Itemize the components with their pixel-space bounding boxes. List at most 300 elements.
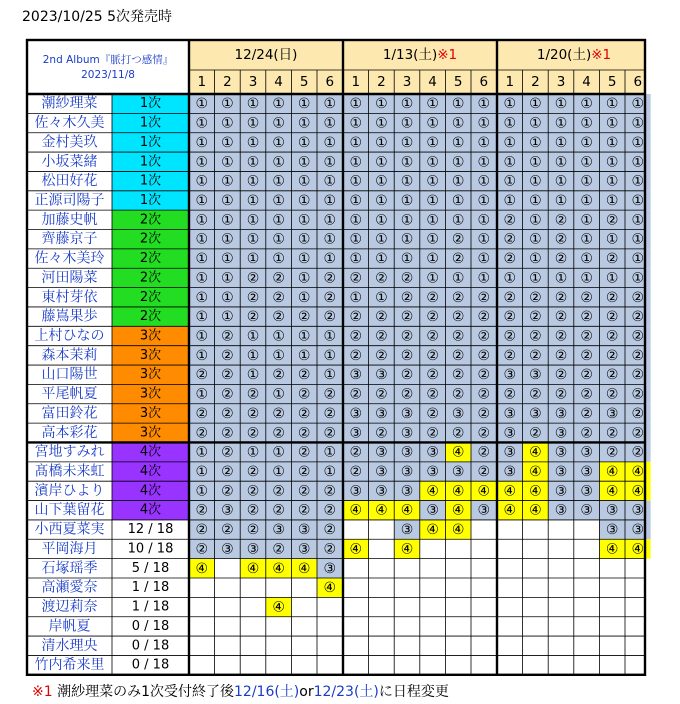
album-title: 2nd Album『脈打つ感情』 [42,54,174,66]
slot-mark: ③ [631,522,645,539]
slot-mark: ① [426,134,439,151]
slot-mark: ② [631,386,645,403]
slot-mark: ② [272,425,285,442]
slot-mark: ② [580,425,593,442]
count-label: 1 / 18 [131,580,170,596]
slot-mark: ③ [349,425,363,442]
slot-mark: ① [297,212,311,229]
slot-mark: ③ [503,367,517,384]
slot-mark: ② [554,328,568,345]
part-number: 4 [428,74,437,90]
slot-mark: ② [477,347,491,364]
slot-mark: ③ [375,367,388,384]
slot-mark: ① [195,251,209,268]
slot-mark: ② [451,425,465,442]
slot-mark: ② [349,464,363,481]
part-number: 5 [453,74,463,90]
slot-mark: ② [554,212,568,229]
member-name: 佐々木美玲 [34,250,105,267]
slot-mark: ② [605,386,619,403]
slot-mark: ④ [451,502,465,519]
slot-mark: ② [246,289,260,306]
slot-mark: ③ [297,522,311,539]
slot-mark: ① [554,115,568,132]
album-release-date: 2023/11/8 [81,69,135,81]
slot-mark: ① [631,154,645,171]
slot-mark: ② [477,444,491,461]
slot-mark: ① [580,134,593,151]
slot-mark: ② [323,309,337,326]
slot-mark: ④ [426,483,439,500]
slot-mark: ① [323,367,337,384]
slot-mark: ② [529,309,542,326]
member-name: 山下葉留花 [34,502,105,519]
slot-mark: ② [580,309,593,326]
slot-mark: ② [272,483,285,500]
part-number: 3 [402,74,412,90]
slot-mark: ① [477,115,491,132]
slot-mark: ④ [529,444,542,461]
slot-mark: ② [195,367,209,384]
slot-mark: ③ [451,405,465,422]
slot-mark: ② [529,425,542,442]
footnote-date-1: 12/16(土) [234,684,300,700]
slot-mark: ② [477,386,491,403]
slot-mark: ③ [477,502,491,519]
slot-mark: ④ [529,483,542,500]
slot-mark: ② [605,444,619,461]
slot-mark: ① [221,231,234,248]
slot-mark: ① [631,134,645,151]
slot-mark: ② [426,289,439,306]
slot-mark: ① [529,192,542,209]
slot-mark: ② [605,251,619,268]
slot-mark: ① [400,96,414,113]
slot-mark: ① [426,96,439,113]
slot-mark: ① [246,154,260,171]
slot-mark: ② [272,405,285,422]
slot-mark: ① [221,212,234,229]
slot-mark: ① [195,134,209,151]
slot-mark: ④ [477,483,491,500]
member-name: 松田好花 [41,173,98,190]
slot-mark: ④ [605,541,619,558]
slot-mark: ① [272,328,285,345]
part-number: 1 [351,74,361,90]
slot-mark: ① [221,289,234,306]
slot-mark: ② [400,328,414,345]
slot-mark: ① [426,115,439,132]
slot-mark: ③ [451,464,465,481]
slot-mark: ① [272,251,285,268]
slot-mark: ② [554,231,568,248]
slot-mark: ② [426,347,439,364]
slot-mark: ② [477,328,491,345]
count-label: 10 / 18 [127,541,174,557]
slot-mark: ② [451,328,465,345]
slot-mark: ① [323,347,337,364]
slot-mark: ③ [554,425,568,442]
slot-mark: ① [246,173,260,190]
slot-mark: ② [221,522,234,539]
slot-mark: ② [503,212,517,229]
part-number: 5 [607,74,617,90]
slot-mark: ① [221,173,234,190]
slot-mark: ② [375,309,388,326]
slot-mark: ② [503,386,517,403]
slot-mark: ③ [554,464,568,481]
member-name: 岸帆夏 [48,618,91,635]
tier-label: 2次 [139,270,162,286]
slot-mark: ③ [400,483,414,500]
slot-mark: ③ [221,502,234,519]
slot-mark: ① [503,134,517,151]
slot-mark: ③ [323,560,337,577]
slot-mark: ② [297,367,311,384]
slot-mark: ① [631,231,645,248]
slot-mark: ② [426,367,439,384]
footnote [32,681,449,701]
slot-mark: ① [554,154,568,171]
slot-mark: ② [554,347,568,364]
slot-mark: ③ [503,444,517,461]
slot-mark: ① [477,231,491,248]
slot-mark: ② [221,444,234,461]
slot-mark: ② [246,483,260,500]
count-label: 1 / 18 [131,599,170,615]
slot-mark: ① [221,270,234,287]
tier-label: 3次 [139,347,162,363]
member-name: 森本茉莉 [41,347,98,364]
slot-mark: ② [349,444,363,461]
member-name: 平岡海月 [41,540,98,557]
slot-mark: ③ [375,444,388,461]
date-note-mark: ※1 [437,47,458,63]
date-label [537,46,611,63]
member-name: 高本彩花 [41,424,98,441]
slot-mark: ① [272,96,285,113]
slot-mark: ② [272,289,285,306]
slot-mark: ① [477,96,491,113]
slot-mark: ③ [580,444,593,461]
slot-mark: ① [195,231,209,248]
slot-mark: ① [375,115,388,132]
slot-mark: ② [400,270,414,287]
slot-mark: ② [272,270,285,287]
slot-mark: ④ [529,502,542,519]
slot-mark: ② [375,328,388,345]
slot-mark: ① [246,367,260,384]
part-number: 2 [223,74,232,90]
slot-mark: ① [375,173,388,190]
count-label: 12 / 18 [127,522,174,538]
date-text: 1/20(土) [536,47,592,63]
slot-mark: ① [272,115,285,132]
slot-mark: ② [400,386,414,403]
slot-mark: ① [349,289,363,306]
slot-mark: ② [605,289,619,306]
slot-mark: ① [195,483,209,500]
tier-label: 3次 [139,328,162,344]
slot-mark: ② [580,289,593,306]
slot-mark: ① [221,154,234,171]
page-title: 2023/10/25 5次発売時 [22,9,173,25]
slot-mark: ① [349,173,363,190]
slot-mark: ④ [451,522,465,539]
slot-mark: ② [426,425,439,442]
member-name: 齊藤京子 [41,231,98,248]
slot-mark: ② [195,541,209,558]
date-label [235,47,298,63]
slot-mark: ① [195,115,209,132]
slot-mark: ① [451,115,465,132]
slot-mark: ① [426,212,439,229]
slot-mark: ① [195,347,209,364]
slot-mark: ② [503,309,517,326]
slot-mark: ① [272,231,285,248]
slot-mark: ② [221,483,234,500]
slot-mark: ① [605,270,619,287]
slot-mark: ③ [580,502,593,519]
tier-label: 1次 [139,96,162,112]
slot-mark: ② [323,425,337,442]
slot-mark: ② [554,251,568,268]
member-name: 佐々木久美 [34,115,105,132]
slot-mark: ① [631,115,645,132]
slot-mark: ② [221,425,234,442]
slot-mark: ② [221,328,234,345]
slot-mark: ① [554,192,568,209]
slot-mark: ② [297,502,311,519]
slot-mark: ① [323,96,337,113]
slot-mark: ① [349,115,363,132]
slot-mark: ① [451,192,465,209]
slot-mark: ① [426,251,439,268]
member-name: 藤嶌果歩 [41,308,98,325]
slot-mark: ③ [426,502,439,519]
slot-mark: ② [631,328,645,345]
slot-mark: ② [554,367,568,384]
slot-mark: ③ [349,405,363,422]
count-label: 0 / 18 [131,657,170,673]
slot-mark: ① [631,251,645,268]
slot-mark: ① [375,154,388,171]
slot-mark: ① [246,444,260,461]
slot-mark: ① [195,96,209,113]
slot-mark: ① [580,115,593,132]
slot-mark: ① [297,231,311,248]
slot-mark: ① [195,444,209,461]
tier-label: 4次 [139,444,162,460]
slot-mark: ① [451,134,465,151]
member-name: 上村ひなの [34,328,105,344]
member-name: 小坂菜緒 [41,153,98,170]
slot-mark: ① [477,173,491,190]
slot-mark: ③ [297,541,311,558]
part-number: 6 [479,74,489,90]
slot-mark: ① [605,154,619,171]
slot-mark: ② [375,425,388,442]
member-name: 高瀬愛奈 [41,579,98,596]
slot-mark: ② [631,405,645,422]
slot-mark: ① [426,231,439,248]
slot-mark: ② [451,289,465,306]
slot-mark: ② [580,347,593,364]
slot-mark: ④ [503,502,517,519]
slot-mark: ③ [349,367,363,384]
part-number: 6 [325,74,335,90]
slot-mark: ① [631,270,645,287]
slot-mark: ① [400,231,414,248]
slot-mark: ① [529,231,542,248]
slot-mark: ③ [503,425,517,442]
slot-mark: ② [503,251,517,268]
slot-mark: ② [221,367,234,384]
slot-mark: ① [195,173,209,190]
slot-mark: ① [580,251,593,268]
slot-mark: ① [631,173,645,190]
slot-mark: ① [297,115,311,132]
part-number: 1 [197,74,207,90]
slot-mark: ④ [451,483,465,500]
date-text: 1/13(土) [382,47,438,63]
slot-mark: ① [477,270,491,287]
slot-mark: ② [631,425,645,442]
slot-mark: ② [529,386,542,403]
slot-mark: ① [605,115,619,132]
slot-mark: ② [195,502,209,519]
slot-mark: ① [297,96,311,113]
slot-mark: ① [375,192,388,209]
slot-mark: ④ [631,483,645,500]
slot-mark: ② [580,405,593,422]
slot-mark: ① [349,192,363,209]
slot-mark: ④ [323,580,337,597]
tier-label: 3次 [139,367,162,383]
date-label [383,46,457,63]
slot-mark: ④ [400,541,414,558]
slot-mark: ② [272,502,285,519]
slot-mark: ① [580,192,593,209]
slot-mark: ④ [426,522,439,539]
slot-mark: ② [426,328,439,345]
slot-mark: ② [246,522,260,539]
tier-label: 3次 [139,425,162,441]
slot-mark: ① [375,231,388,248]
slot-mark: ① [297,154,311,171]
slot-mark: ① [297,347,311,364]
slot-mark: ① [529,154,542,171]
slot-mark: ① [195,192,209,209]
slot-mark: ① [297,328,311,345]
slot-mark: ② [272,367,285,384]
slot-mark: ① [451,96,465,113]
tier-label: 1次 [139,154,162,170]
slot-mark: ③ [400,425,414,442]
slot-mark: ② [375,270,388,287]
part-number: 4 [582,74,591,90]
slot-mark: ② [195,425,209,442]
slot-mark: ② [631,289,645,306]
slot-mark: ① [349,251,363,268]
slot-mark: ② [451,347,465,364]
slot-mark: ③ [349,483,363,500]
part-number: 1 [505,74,515,90]
footnote-text-2: に日程変更 [378,684,449,700]
slot-mark: ④ [529,464,542,481]
slot-mark: ① [426,270,439,287]
slot-mark: ① [554,96,568,113]
slot-mark: ① [451,173,465,190]
slot-mark: ③ [554,405,568,422]
member-name: 富田鈴花 [41,405,98,422]
slot-mark: ① [503,154,517,171]
slot-mark: ① [246,251,260,268]
slot-mark: ② [554,386,568,403]
slot-mark: ① [605,96,619,113]
part-number: 3 [248,74,258,90]
member-name: 小西夏菜実 [34,521,105,538]
member-name: 加藤史帆 [41,211,98,228]
slot-mark: ① [349,231,363,248]
slot-mark: ① [580,270,593,287]
slot-mark: ① [323,212,337,229]
part-number: 5 [299,74,309,90]
slot-mark: ① [400,251,414,268]
slot-mark: ② [195,405,209,422]
slot-mark: ① [221,96,234,113]
member-name: 髙橋未来虹 [34,463,105,480]
slot-mark: ② [451,309,465,326]
slot-mark: ① [400,115,414,132]
slot-mark: ③ [375,405,388,422]
slot-mark: ① [426,173,439,190]
tier-label: 2次 [139,309,162,325]
member-name: 金村美玖 [41,134,98,151]
slot-mark: ② [477,289,491,306]
slot-mark: ② [605,367,619,384]
slot-mark: ① [503,192,517,209]
slot-mark: ① [375,289,388,306]
slot-mark: ② [221,347,234,364]
slot-mark: ① [529,251,542,268]
slot-mark: ① [195,386,209,403]
slot-mark: ④ [451,444,465,461]
slot-mark: ② [246,386,260,403]
slot-mark: ① [529,134,542,151]
slot-mark: ① [605,192,619,209]
slot-mark: ② [323,386,337,403]
slot-mark: ② [503,347,517,364]
slot-mark: ② [477,425,491,442]
slot-mark: ② [631,444,645,461]
slot-mark: ① [400,134,414,151]
slot-mark: ② [554,309,568,326]
footnote-or: or [299,684,314,700]
slot-mark: ② [323,502,337,519]
footnote-date-2: 12/23(土) [313,684,379,700]
slot-mark: ① [323,134,337,151]
slot-mark: ① [323,192,337,209]
slot-mark: ① [297,173,311,190]
member-name: 平尾帆夏 [41,386,98,403]
slot-mark: ① [529,173,542,190]
slot-mark: ② [349,270,363,287]
slot-mark: ② [349,309,363,326]
slot-mark: ① [426,192,439,209]
slot-mark: ② [246,309,260,326]
slot-mark: ① [195,270,209,287]
